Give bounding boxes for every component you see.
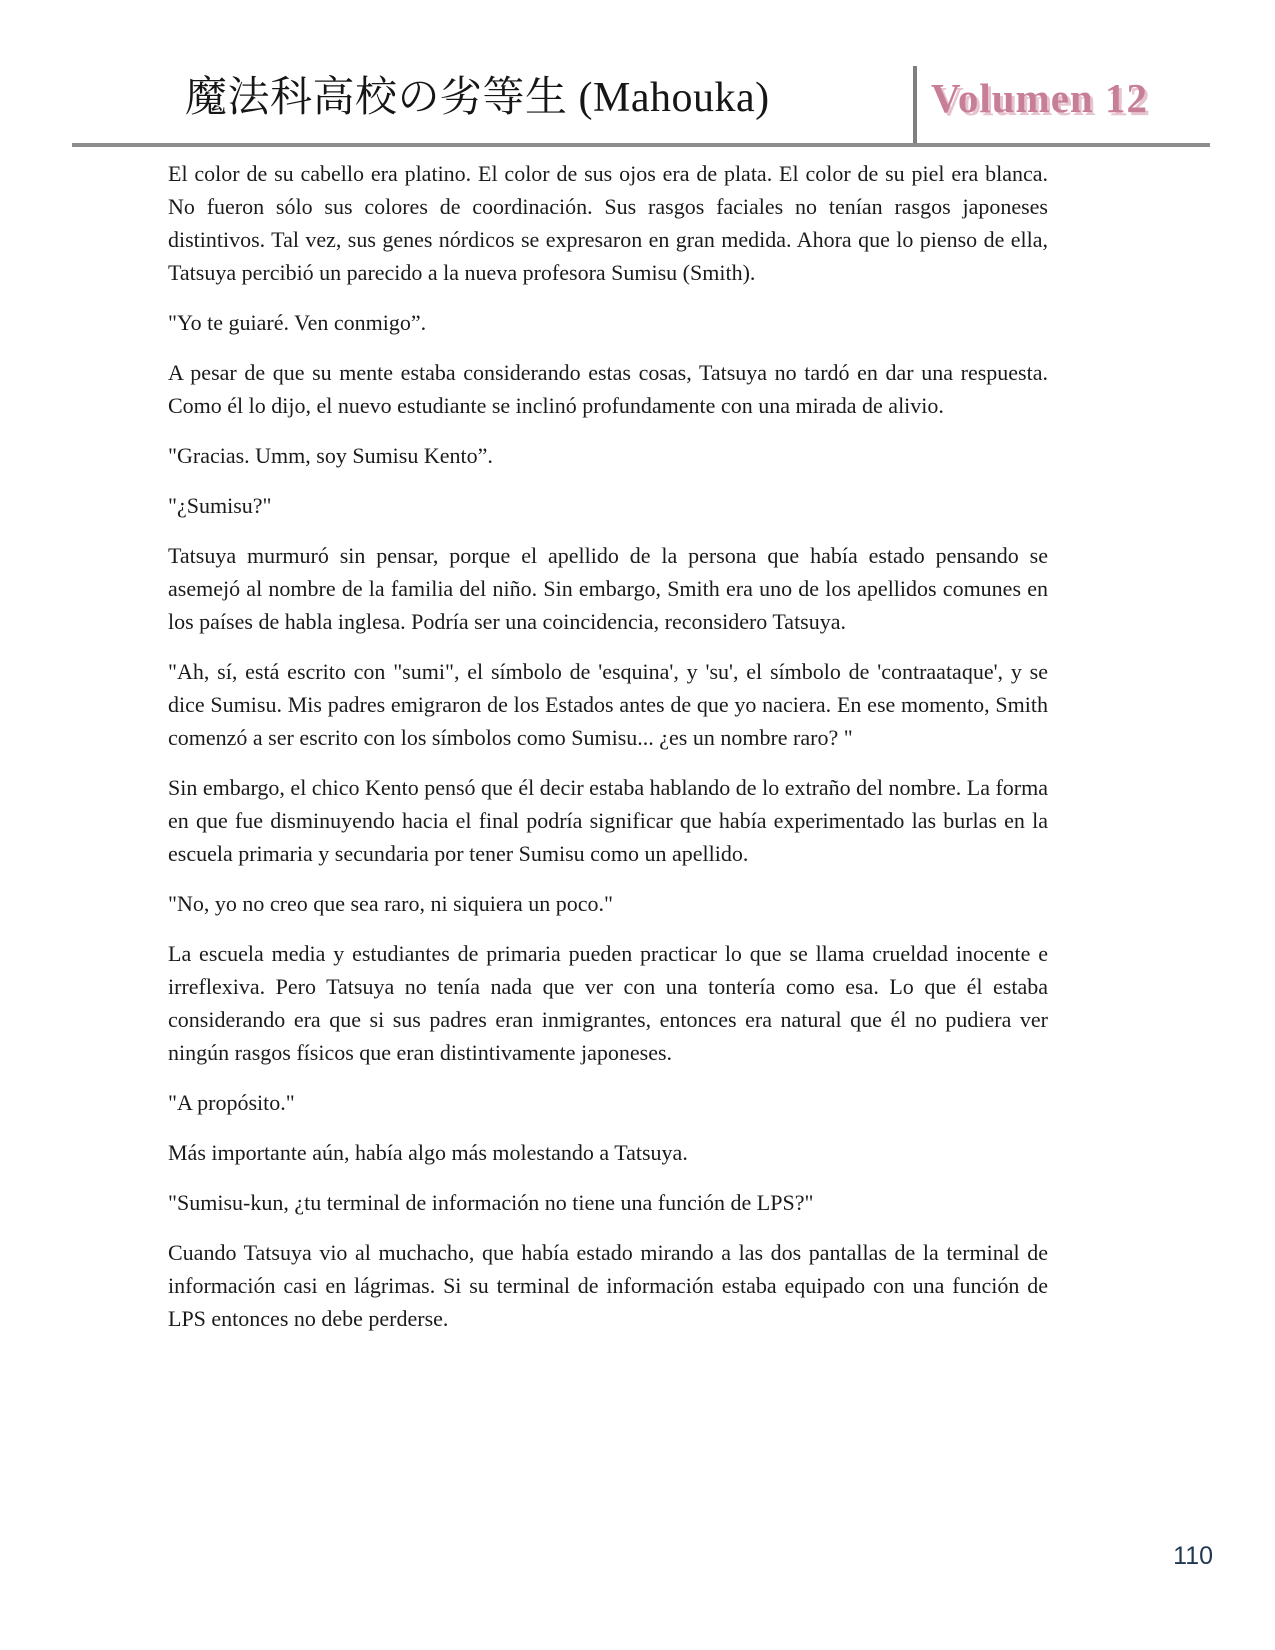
paragraph: Sin embargo, el chico Kento pensó que él decir estaba hablando de lo extraño del nombre. La forma en que fue disminuyendo hacia el final podría significar que había experimentado las burlas en la escuela primaria y secundaria por tener Sumisu como un apellido. [168,775,1048,866]
paragraph: "Yo te guiaré. Ven conmigo”. [168,310,427,335]
body-text [168,157,1048,1352]
paragraph: Tatsuya murmuró sin pensar, porque el apellido de la persona que había estado pensando se asemejó al nombre de la familia del niño. Sin embargo, Smith era uno de los apellidos comunes en los países de habla inglesa. Podría ser una coincidencia, reconsidero Tatsuya. [168,543,1048,634]
paragraph: "A propósito." [168,1090,295,1115]
volume-label: Volumen 12 [931,75,1148,121]
paragraph: La escuela media y estudiantes de primaria pueden practicar lo que se llama crueldad inocente e irreflexiva. Pero Tatsuya no tenía nada que ver con una tontería como esa. Lo que él estaba considerando era que si sus padres eran inmigrantes, entonces era natural que él no pudiera ver ningún rasgos físicos que eran distintivamente japoneses. [168,941,1048,1065]
paragraph: "Ah, sí, está escrito con "sumi", el símbolo de 'esquina', y 'su', el símbolo de 'contraataque', y se dice Sumisu. Mis padres emigraron de los Estados antes de que yo naciera. En ese momento, Smith comenzó a ser escrito con los símbolos como Sumisu... ¿es un nombre raro? " [168,659,1048,750]
paragraph: El color de su cabello era platino. El color de sus ojos era de plata. El color de su piel era blanca. No fueron sólo sus colores de coordinación. Sus rasgos faciales no tenían rasgos japoneses distintivos. Tal vez, sus genes nórdicos se expresaron en gran medida. Ahora que lo pienso de ella, Tatsuya percibió un parecido a la nueva profesora Sumisu (Smith). [168,161,1048,285]
book-title: 魔法科高校の劣等生 (Mahouka) [185,75,770,121]
paragraph: "¿Sumisu?" [168,493,272,518]
paragraph: A pesar de que su mente estaba considerando estas cosas, Tatsuya no tardó en dar una respuesta. Como él lo dijo, el nuevo estudiante se inclinó profundamente con una mirada de alivio. [168,360,1048,418]
paragraph: "No, yo no creo que sea raro, ni siquiera un poco." [168,891,613,916]
paragraph: "Sumisu-kun, ¿tu terminal de información no tiene una función de LPS?" [168,1190,814,1215]
paragraph: "Gracias. Umm, soy Sumisu Kento”. [168,443,493,468]
paragraph: Cuando Tatsuya vio al muchacho, que había estado mirando a las dos pantallas de la terminal de información casi en lágrimas. Si su terminal de información estaba equipado con una función de LPS entonces no debe perderse. [168,1240,1048,1331]
header-horizontal-rule [72,143,1210,147]
page-number: 110 [1173,1542,1213,1570]
header-vertical-divider [913,66,917,144]
paragraph: Más importante aún, había algo más molestando a Tatsuya. [168,1140,688,1165]
